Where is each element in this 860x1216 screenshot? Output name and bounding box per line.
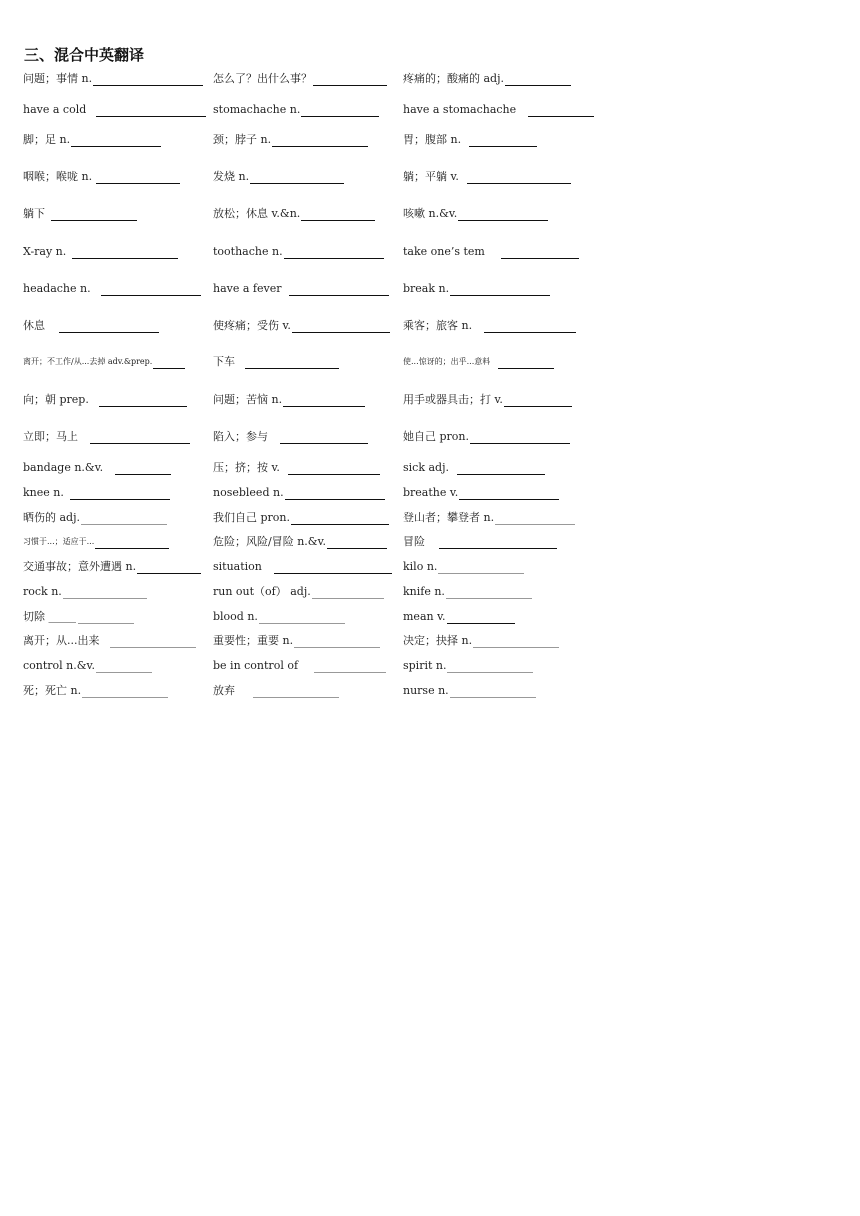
prompt-text: 躺下 — [23, 207, 45, 220]
exercise-item — [23, 282, 213, 302]
prompt-text: 颈；脖子 n. — [213, 133, 272, 146]
answer-blank[interactable] — [96, 171, 180, 184]
answer-blank[interactable] — [313, 73, 387, 86]
answer-blank[interactable] — [274, 561, 392, 574]
prompt-text: 我们自己 pron. — [213, 511, 290, 524]
exercise-item — [213, 461, 403, 481]
answer-blank[interactable] — [459, 487, 559, 500]
prompt-text: control n.&v. — [23, 659, 95, 672]
prompt-text: 问题；事情 n. — [23, 72, 93, 85]
answer-blank[interactable] — [110, 635, 196, 648]
answer-blank[interactable] — [72, 246, 178, 259]
answer-blank[interactable] — [115, 462, 171, 475]
prompt-text: 交通事故；意外遭遇 n. — [23, 560, 137, 573]
answer-blank[interactable] — [312, 586, 384, 599]
prompt-text: nosebleed n. — [213, 486, 284, 499]
exercise-row — [0, 282, 860, 302]
exercise-item — [403, 511, 603, 531]
exercise-item — [403, 535, 603, 555]
prompt-text: 压；挤；按 v. — [213, 461, 280, 474]
answer-blank[interactable] — [467, 171, 571, 184]
prompt-text: kilo n. — [403, 560, 438, 573]
exercise-row — [0, 430, 860, 450]
answer-blank[interactable] — [288, 462, 380, 475]
answer-blank[interactable] — [438, 561, 524, 574]
prompt-text: 冒险 — [403, 535, 425, 548]
answer-blank[interactable] — [528, 104, 594, 117]
prompt-text: be in control of — [213, 659, 299, 672]
exercise-item — [403, 610, 603, 630]
answer-blank[interactable] — [71, 134, 161, 147]
exercise-item — [213, 684, 403, 704]
answer-blank[interactable] — [301, 104, 379, 117]
prompt-text: have a fever — [213, 282, 282, 295]
exercise-item — [213, 634, 403, 654]
prompt-text: 立即；马上 — [23, 430, 78, 443]
prompt-text: 重要性；重要 n. — [213, 634, 294, 647]
exercise-item — [213, 659, 403, 679]
prompt-text: 离开；从...出来 — [23, 634, 100, 647]
prompt-text: mean v. — [403, 610, 446, 623]
prompt-text: run out（of） adj. — [213, 585, 311, 598]
answer-blank[interactable] — [96, 104, 206, 117]
answer-blank[interactable] — [301, 208, 375, 221]
answer-blank[interactable] — [95, 536, 169, 549]
exercise-item — [23, 355, 213, 375]
prompt-text: X-ray n. — [23, 245, 67, 258]
prompt-text: take one’s tem — [403, 245, 485, 258]
exercise-item — [403, 430, 603, 450]
prompt-text: 死；死亡 n. — [23, 684, 82, 697]
answer-blank[interactable] — [469, 134, 537, 147]
exercise-row — [0, 393, 860, 413]
exercise-row — [0, 634, 860, 654]
prompt-text: have a cold — [23, 103, 87, 116]
exercise-row — [0, 461, 860, 481]
answer-blank[interactable] — [259, 611, 345, 624]
answer-blank[interactable] — [495, 512, 575, 525]
prompt-text: 使疼痛；受伤 v. — [213, 319, 291, 332]
answer-blank[interactable] — [250, 171, 344, 184]
prompt-text: 离开；不工作/从...去掉 adv.&prep. — [23, 357, 153, 366]
answer-blank[interactable] — [457, 462, 545, 475]
exercise-item — [23, 170, 213, 190]
answer-blank[interactable] — [63, 586, 147, 599]
exercise-item — [23, 133, 213, 153]
prompt-text: 用手或器具击；打 v. — [403, 393, 503, 406]
prompt-text: 向；朝 prep. — [23, 393, 89, 406]
answer-blank[interactable] — [78, 611, 134, 624]
answer-blank[interactable] — [280, 431, 368, 444]
prompt-text: 放松；休息 v.&n. — [213, 207, 301, 220]
prompt-text: 危险；风险/冒险 n.&v. — [213, 535, 326, 548]
prompt-text: rock n. — [23, 585, 62, 598]
exercise-item — [23, 684, 213, 704]
exercise-item — [213, 430, 403, 450]
exercise-row — [0, 511, 860, 531]
prompt-text: knee n. — [23, 486, 64, 499]
prompt-text: have a stomachache — [403, 103, 517, 116]
exercise-item — [213, 610, 403, 630]
exercise-item — [213, 133, 403, 153]
exercise-row — [0, 486, 860, 506]
exercise-row — [0, 355, 860, 375]
answer-blank[interactable] — [450, 685, 536, 698]
exercise-item — [403, 319, 603, 339]
exercise-row — [0, 610, 860, 630]
answer-blank[interactable] — [272, 134, 368, 147]
exercise-item — [403, 659, 603, 679]
answer-blank[interactable] — [93, 73, 203, 86]
answer-blank[interactable] — [101, 283, 201, 296]
answer-blank[interactable] — [484, 320, 576, 333]
answer-blank[interactable] — [314, 660, 386, 673]
prompt-text: situation — [213, 560, 262, 573]
exercise-item — [213, 319, 403, 339]
prompt-text: 晒伤的 adj. — [23, 511, 81, 524]
exercise-item — [23, 585, 213, 605]
prompt-text: 休息 — [23, 319, 45, 332]
exercise-item — [23, 560, 213, 580]
exercise-item — [403, 72, 603, 92]
exercise-row — [0, 103, 860, 123]
exercise-item — [403, 585, 603, 605]
prompt-text: bandage n.&v. — [23, 461, 104, 474]
answer-blank[interactable] — [82, 685, 168, 698]
prompt-text: headache n. — [23, 282, 91, 295]
answer-blank[interactable] — [498, 356, 554, 369]
prompt-text: toothache n. — [213, 245, 283, 258]
exercise-row — [0, 170, 860, 190]
exercise-item — [23, 319, 213, 339]
exercise-item — [213, 245, 403, 265]
exercise-item — [403, 684, 603, 704]
exercise-item — [213, 170, 403, 190]
exercise-item — [213, 511, 403, 531]
prompt-text: 乘客；旅客 n. — [403, 319, 473, 332]
answer-blank[interactable] — [283, 394, 365, 407]
exercise-item — [213, 72, 403, 92]
exercise-row — [0, 72, 860, 92]
prompt-text: stomachache n. — [213, 103, 301, 116]
exercise-row — [0, 585, 860, 605]
answer-blank[interactable] — [292, 320, 390, 333]
answer-blank[interactable] — [90, 431, 190, 444]
exercise-item — [213, 560, 403, 580]
exercise-row — [0, 245, 860, 265]
exercise-row — [0, 659, 860, 679]
exercise-item — [23, 610, 213, 630]
answer-blank[interactable] — [501, 246, 579, 259]
prompt-text: blood n. — [213, 610, 258, 623]
prompt-text: 下车 — [213, 355, 235, 368]
answer-blank[interactable] — [284, 246, 384, 259]
prompt-text: 陷入；参与 — [213, 430, 268, 443]
answer-blank[interactable] — [439, 536, 557, 549]
exercise-item — [23, 207, 213, 227]
exercise-item — [23, 103, 213, 123]
exercise-row — [0, 207, 860, 227]
answer-blank[interactable] — [291, 512, 389, 525]
exercise-item — [23, 461, 213, 481]
exercise-item — [403, 133, 603, 153]
prompt-text: knife n. — [403, 585, 445, 598]
exercise-item — [213, 535, 403, 555]
answer-blank[interactable] — [153, 356, 185, 369]
answer-blank[interactable] — [446, 586, 532, 599]
prompt-text: 疼痛的；酸痛的 adj. — [403, 72, 505, 85]
answer-blank[interactable] — [505, 73, 571, 86]
exercise-item — [23, 486, 213, 506]
exercise-item — [23, 430, 213, 450]
exercise-row — [0, 684, 860, 704]
exercise-item — [213, 355, 403, 375]
exercise-item — [403, 634, 603, 654]
exercise-item — [23, 634, 213, 654]
prompt-text: 怎么了？出什么事？ — [213, 72, 312, 85]
answer-blank[interactable] — [96, 660, 152, 673]
answer-blank[interactable] — [470, 431, 570, 444]
prompt-text: 习惯于...；适应于... — [23, 537, 95, 546]
exercise-item — [213, 103, 403, 123]
answer-blank[interactable] — [289, 283, 389, 296]
prompt-text: 放弃 — [213, 684, 235, 697]
answer-blank[interactable] — [245, 356, 339, 369]
prompt-text: 问题；苦恼 n. — [213, 393, 283, 406]
exercise-item — [403, 103, 603, 123]
answer-blank[interactable] — [285, 487, 385, 500]
exercise-item — [403, 282, 603, 302]
answer-blank[interactable] — [327, 536, 387, 549]
answer-blank[interactable] — [447, 660, 533, 673]
answer-blank[interactable] — [450, 283, 550, 296]
answer-blank[interactable] — [70, 487, 170, 500]
prompt-text: spirit n. — [403, 659, 447, 672]
prompt-text: breathe v. — [403, 486, 459, 499]
section-title: 三、混合中英翻译 — [24, 46, 145, 64]
exercise-item — [403, 355, 603, 375]
exercise-item — [213, 282, 403, 302]
exercise-item — [23, 535, 213, 555]
answer-blank[interactable] — [294, 635, 380, 648]
answer-blank[interactable] — [51, 208, 137, 221]
answer-blank[interactable] — [253, 685, 339, 698]
exercise-item — [403, 486, 603, 506]
prompt-text: 发烧 n. — [213, 170, 250, 183]
exercise-row — [0, 560, 860, 580]
prompt-text: break n. — [403, 282, 450, 295]
exercise-item — [23, 511, 213, 531]
prompt-text: 登山者；攀登者 n. — [403, 511, 495, 524]
prompt-text: nurse n. — [403, 684, 449, 697]
answer-blank[interactable] — [447, 611, 515, 624]
prompt-text: 决定；抉择 n. — [403, 634, 473, 647]
exercise-item — [213, 207, 403, 227]
prompt-text: 躺；平躺 v. — [403, 170, 459, 183]
prompt-text: 脚；足 n. — [23, 133, 71, 146]
prompt-text: 使...惊讶的；出乎...意料 — [403, 357, 491, 366]
exercise-item — [403, 207, 603, 227]
answer-blank[interactable] — [81, 512, 167, 525]
answer-blank[interactable] — [137, 561, 201, 574]
answer-blank[interactable] — [59, 320, 159, 333]
exercise-item — [23, 393, 213, 413]
prompt-text: sick adj. — [403, 461, 449, 474]
exercise-item — [213, 393, 403, 413]
exercise-item — [403, 461, 603, 481]
exercise-item — [403, 245, 603, 265]
prompt-text: 切除 _____ — [23, 610, 76, 623]
prompt-text: 她自己 pron. — [403, 430, 469, 443]
exercise-row — [0, 133, 860, 153]
exercise-row — [0, 535, 860, 555]
answer-blank[interactable] — [458, 208, 548, 221]
answer-blank[interactable] — [99, 394, 187, 407]
answer-blank[interactable] — [473, 635, 559, 648]
exercise-item — [23, 72, 213, 92]
answer-blank[interactable] — [504, 394, 572, 407]
exercise-item — [23, 659, 213, 679]
exercise-item — [403, 560, 603, 580]
prompt-text: 胃；腹部 n. — [403, 133, 462, 146]
exercise-item — [213, 585, 403, 605]
exercise-item — [403, 170, 603, 190]
exercise-item — [213, 486, 403, 506]
exercise-item — [403, 393, 603, 413]
exercise-item — [23, 245, 213, 265]
prompt-text: 咳嗽 n.&v. — [403, 207, 458, 220]
exercise-row — [0, 319, 860, 339]
prompt-text: 咽喉；喉咙 n. — [23, 170, 93, 183]
